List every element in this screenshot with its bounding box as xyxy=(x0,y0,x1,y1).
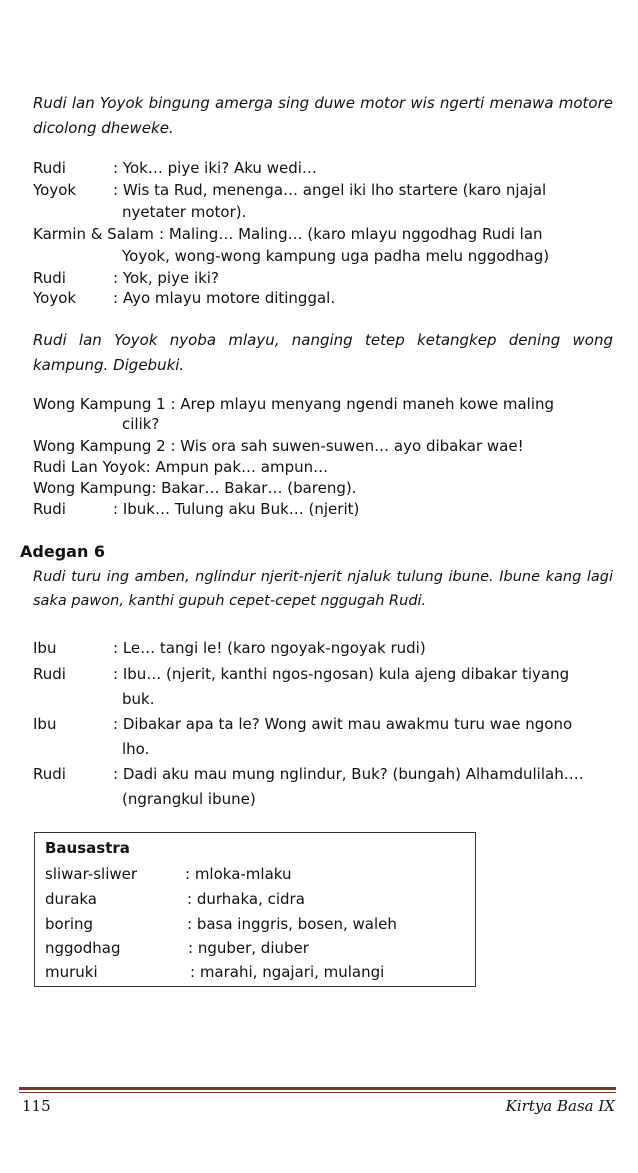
dialog-text: : Ibuk… Tulung aku Buk… (njerit) xyxy=(113,500,360,518)
glossary-definition: : marahi, ngajari, mulangi xyxy=(190,963,385,981)
speaker-name: Yoyok xyxy=(33,289,77,307)
speaker-name: Rudi xyxy=(33,269,66,287)
speaker-name: Ibu xyxy=(33,715,57,733)
book-title: Kirtya Basa IX xyxy=(505,1097,615,1115)
page-number: 115 xyxy=(22,1097,51,1115)
dialog-continuation: lho. xyxy=(122,740,150,758)
footer-rule xyxy=(19,1087,616,1090)
glossary-term: boring xyxy=(45,915,94,933)
dialog-text: : Ibu… (njerit, kanthi ngos-ngosan) kula ajeng dibakar tiyang xyxy=(113,665,570,683)
dialog-text: : Le… tangi le! (karo ngoyak-ngoyak rudi) xyxy=(113,639,426,657)
dialog-text: : Yok, piye iki? xyxy=(113,269,219,287)
speaker-name: Rudi xyxy=(33,765,66,783)
dialog-text: : Dibakar apa ta le? Wong awit mau awakmu turu wae ngono xyxy=(113,715,573,733)
glossary-title: Bausastra xyxy=(45,839,130,857)
glossary-box xyxy=(34,832,476,987)
dialog-line: Wong Kampung 2 : Wis ora sah suwen-suwen… ayo dibakar wae! xyxy=(33,437,524,455)
dialog-text: Wong Kampung 1 : Arep mlayu menyang ngendi maneh kowe maling xyxy=(33,395,555,413)
speaker-name: Rudi xyxy=(33,500,66,518)
glossary-definition: : durhaka, cidra xyxy=(187,890,305,908)
speaker-name: Rudi xyxy=(33,665,66,683)
dialog-continuation: nyetater motor). xyxy=(122,203,247,221)
glossary-term: nggodhag xyxy=(45,939,121,957)
dialog-text: : Yok… piye iki? Aku wedi… xyxy=(113,159,317,177)
speaker-name: Ibu xyxy=(33,639,57,657)
glossary-term: muruki xyxy=(45,963,98,981)
dialog-line: Rudi Lan Yoyok: Ampun pak… ampun… xyxy=(33,458,329,476)
narration-paragraph: Rudi lan Yoyok bingung amerga sing duwe motor wis ngerti menawa motore dicolong dheweke. xyxy=(33,94,613,137)
dialog-continuation: buk. xyxy=(122,690,155,708)
footer-rule-thin xyxy=(19,1092,616,1093)
dialog-continuation: (ngrangkul ibune) xyxy=(122,790,256,808)
speaker-name: Karmin & Salam xyxy=(33,225,154,243)
narration-paragraph: Rudi turu ing amben, nglindur njerit-njerit njaluk tulung ibune. Ibune kang lagi saka pawon, kanthi gupuh cepet-cepet nggugah Rudi. xyxy=(33,569,613,609)
glossary-term: sliwar-sliwer xyxy=(45,865,138,883)
dialog-line: Wong Kampung: Bakar… Bakar… (bareng). xyxy=(33,479,357,497)
dialog-continuation: Yoyok, wong-wong kampung uga padha melu nggodhag) xyxy=(122,247,550,265)
speaker-name: Rudi xyxy=(33,159,66,177)
dialog-text: : Maling… Maling… (karo mlayu nggodhag Rudi lan xyxy=(159,225,543,243)
glossary-definition: : basa inggris, bosen, waleh xyxy=(187,915,397,933)
glossary-definition: : mloka-mlaku xyxy=(185,865,292,883)
narration-paragraph: Rudi lan Yoyok nyoba mlayu, nanging tetep ketangkep dening wong kampung. Digebuki. xyxy=(33,331,613,374)
speaker-name: Yoyok xyxy=(33,181,77,199)
dialog-text: : Wis ta Rud, menenga… angel iki lho startere (karo njajal xyxy=(113,181,547,199)
glossary-definition: : nguber, diuber xyxy=(188,939,309,957)
dialog-text: : Ayo mlayu motore ditinggal. xyxy=(113,289,336,307)
glossary-term: duraka xyxy=(45,890,98,908)
dialog-text: : Dadi aku mau mung nglindur, Buk? (bungah) Alhamdulilah…. xyxy=(113,765,584,783)
scene-heading: Adegan 6 xyxy=(20,542,106,561)
dialog-continuation: cilik? xyxy=(122,415,160,433)
